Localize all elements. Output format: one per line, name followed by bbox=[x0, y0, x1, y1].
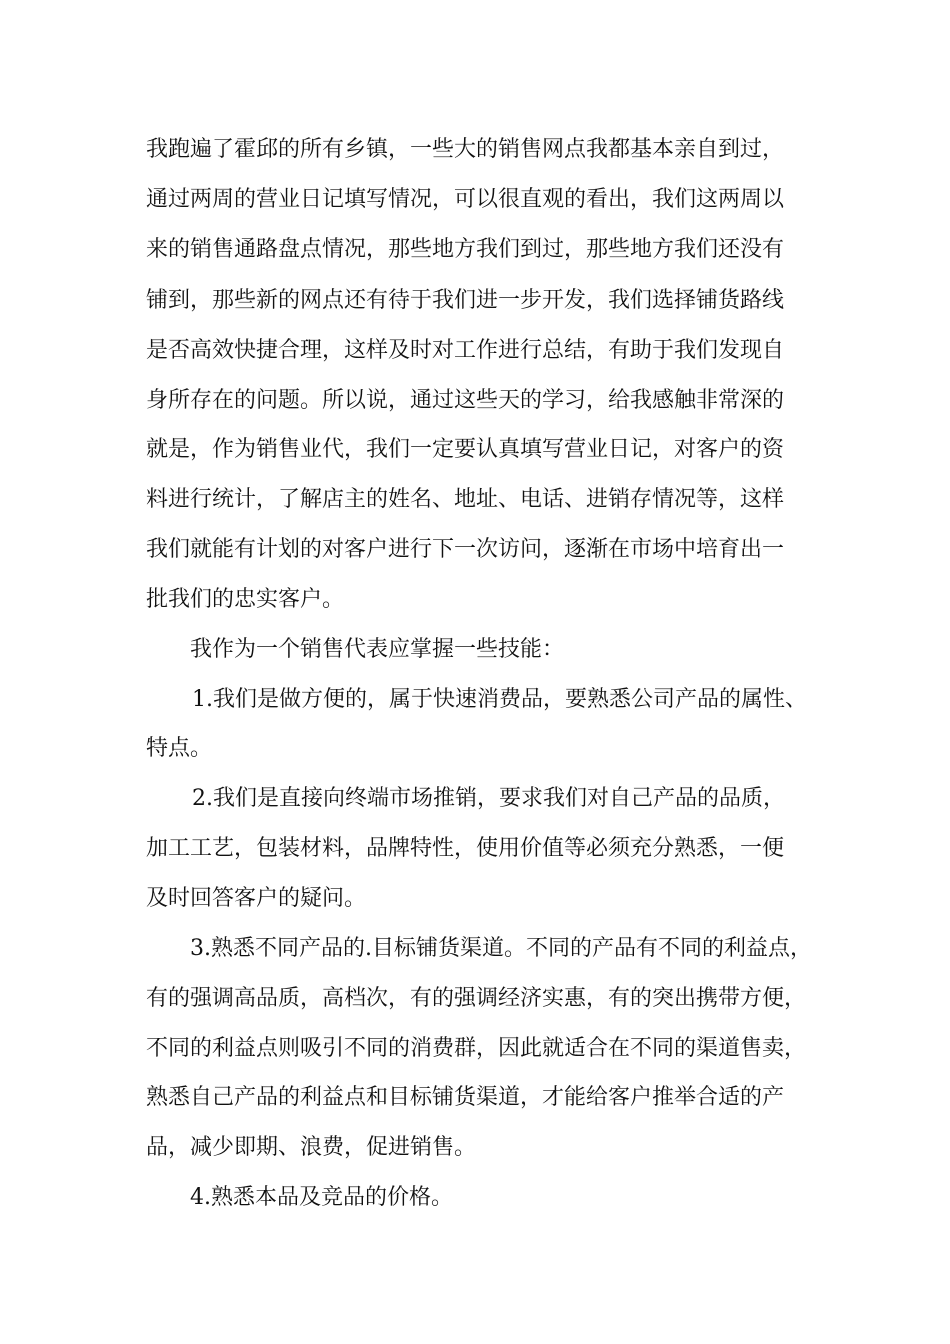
list-item-line: 3.熟悉不同产品的.目标铺货渠道。不同的产品有不同的利益点， bbox=[190, 936, 812, 961]
paragraph-line: 批我们的忠实客户。 bbox=[146, 587, 345, 612]
paragraph-line: 就是，作为销售业代，我们一定要认真填写营业日记，对客户的资 bbox=[146, 437, 785, 462]
list-item-line: 2.我们是直接向终端市场推销，要求我们对自己产品的品质， bbox=[192, 786, 785, 811]
paragraph-line: 身所存在的问题。所以说，通过这些天的学习，给我感触非常深的 bbox=[146, 388, 785, 413]
paragraph-line: 是否高效快捷合理，这样及时对工作进行总结，有助于我们发现自 bbox=[146, 338, 785, 363]
list-item-line: 特点。 bbox=[146, 736, 213, 761]
list-item-line: 有的强调高品质，高档次，有的强调经济实惠，有的突出携带方便， bbox=[146, 986, 807, 1011]
list-item-line: 及时回答客户的疑问。 bbox=[146, 886, 367, 911]
paragraph-line: 我跑遍了霍邱的所有乡镇，一些大的销售网点我都基本亲自到过， bbox=[146, 137, 785, 162]
paragraph-line: 料进行统计，了解店主的姓名、地址、电话、进销存情况等，这样 bbox=[146, 487, 785, 512]
paragraph-line: 我作为一个销售代表应掌握一些技能： bbox=[190, 637, 565, 662]
paragraph-line: 通过两周的营业日记填写情况，可以很直观的看出，我们这两周以 bbox=[146, 187, 785, 212]
list-item-line: 加工工艺，包装材料，品牌特性，使用价值等必须充分熟悉，一便 bbox=[146, 836, 785, 861]
list-item-line: 不同的利益点则吸引不同的消费群，因此就适合在不同的渠道售卖， bbox=[146, 1036, 807, 1061]
list-item-line: 1.我们是做方便的，属于快速消费品，要熟悉公司产品的属性、 bbox=[192, 687, 807, 712]
paragraph-line: 铺到，那些新的网点还有待于我们进一步开发，我们选择铺货路线 bbox=[146, 288, 785, 313]
paragraph-line: 来的销售通路盘点情况，那些地方我们到过，那些地方我们还没有 bbox=[146, 237, 785, 262]
list-item-line: 熟悉自己产品的利益点和目标铺货渠道，才能给客户推举合适的产 bbox=[146, 1085, 785, 1110]
list-item-line: 品，减少即期、浪费，促进销售。 bbox=[146, 1135, 477, 1160]
list-item-line: 4.熟悉本品及竞品的价格。 bbox=[190, 1185, 453, 1210]
paragraph-line: 我们就能有计划的对客户进行下一次访问，逐渐在市场中培育出一 bbox=[146, 537, 785, 562]
